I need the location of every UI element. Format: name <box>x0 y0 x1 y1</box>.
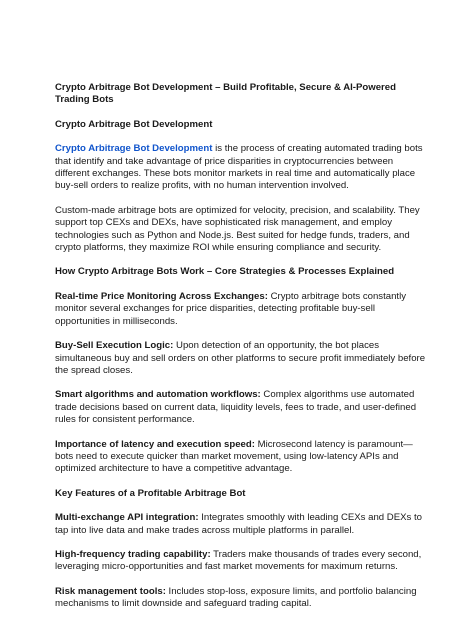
overview-paragraph: Custom-made arbitrage bots are optimized for velocity, precision, and scalability. They support top CEXs and DEXs, have sophisticated risk management, and employ technologies such as Python and Node.js. Best suited for hedge funds, traders, and crypto platforms, they maximize ROI while ensuring compliance and security. <box>55 204 420 254</box>
feature-item <box>55 512 429 537</box>
work-item <box>55 439 429 476</box>
work-item-text: Upon detection of an opportunity, the bot places simultaneous buy and sell orders on other platforms to secure profit immediately before the spread closes. <box>55 340 426 376</box>
section-heading-how-it-works: How Crypto Arbitrage Bots Work – Core Strategies & Processes Explained <box>55 266 395 278</box>
intro-paragraph <box>55 143 429 193</box>
document-title: Crypto Arbitrage Bot Development – Build Profitable, Secure & AI-Powered Trading Bots <box>55 82 396 106</box>
feature-item-label: High-frequency trading capability: <box>55 548 211 560</box>
work-item-text: Complex algorithms use automated trade decisions based on current data, liquidity levels, fees to trade, and user-defined rules for consistent performance. <box>55 389 417 426</box>
work-item-label: Buy-Sell Execution Logic: <box>55 340 174 352</box>
section-heading-key-features: Key Features of a Profitable Arbitrage Bot <box>55 487 246 499</box>
intro-text: is the process of creating automated trading bots that identify and take advantage of price disparities in cryptocurrencies between different exchanges. These bots monitor markets in real time and automatically place buy-sell orders to realize profits, with no human intervention involved. <box>55 143 423 192</box>
development-link[interactable]: Crypto Arbitrage Bot Development <box>55 143 213 155</box>
section-heading-development: Crypto Arbitrage Bot Development <box>55 118 213 130</box>
feature-item-label: Risk management tools: <box>55 585 166 597</box>
feature-item-text: Traders make thousands of trades every second, leveraging micro-opportunities and fast market movements for maximum returns. <box>55 548 422 573</box>
work-item-text: Microsecond latency is paramount—bots need to execute quicker than market movement, using low-latency APIs and optimized architecture to have a competitive advantage. <box>55 438 413 475</box>
feature-item-text: Integrates smoothly with leading CEXs and DEXs to tap into live data and make trades across multiple platforms in parallel. <box>55 512 422 536</box>
document-page <box>55 82 429 623</box>
work-item-text: Crypto arbitrage bots constantly monitor several exchanges for price disparities, detecting profitable buy-sell opportunities in milliseconds. <box>55 290 407 327</box>
feature-item <box>55 549 429 574</box>
feature-item-text: Includes stop-loss, exposure limits, and portfolio balancing mechanisms to limit downside and safeguard trading capital. <box>55 585 417 610</box>
work-item <box>55 291 429 328</box>
work-item <box>55 340 429 377</box>
work-item-label: Smart algorithms and automation workflows: <box>55 389 261 401</box>
work-item <box>55 389 429 426</box>
feature-item-label: Multi-exchange API integration: <box>55 512 199 524</box>
work-item-label: Real-time Price Monitoring Across Exchanges: <box>55 290 268 302</box>
feature-item <box>55 586 429 611</box>
work-item-label: Importance of latency and execution speed: <box>55 438 255 450</box>
